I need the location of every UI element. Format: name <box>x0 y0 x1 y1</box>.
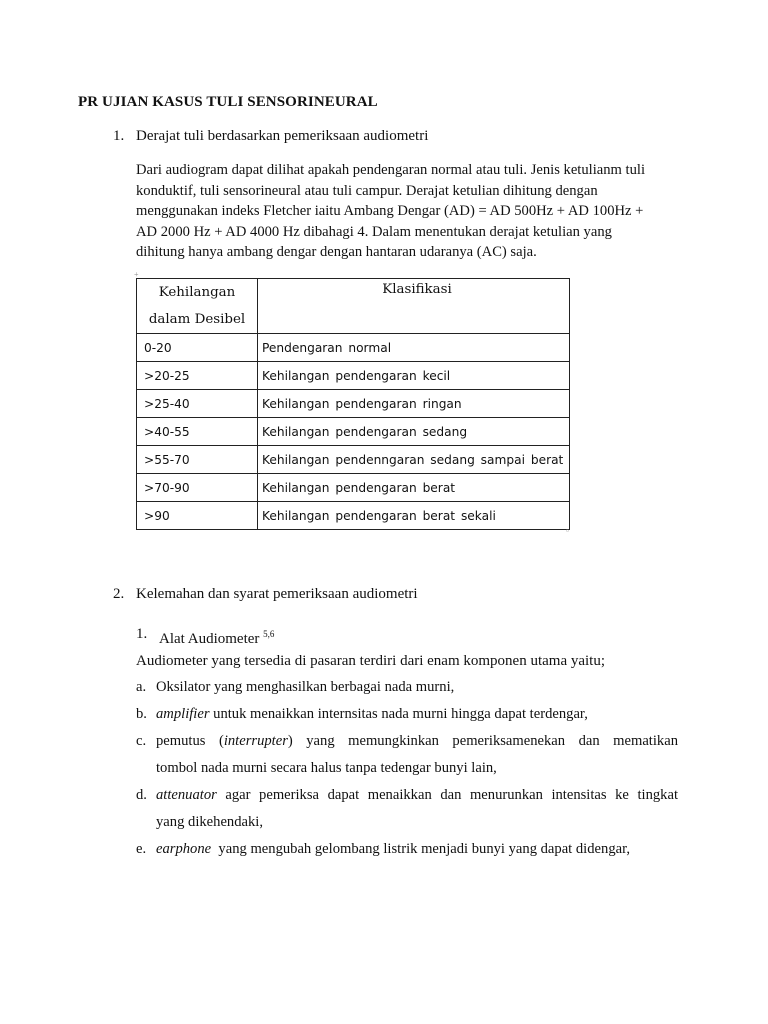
table-row <box>137 502 570 530</box>
paragraph-line: AD 2000 Hz + AD 4000 Hz dibahagi 4. Dalam menentukan derajat ketulian yang <box>136 223 612 240</box>
table-row <box>137 474 570 502</box>
item-e-text: yang mengubah gelombang listrik menjadi bunyi yang dapat didengar, <box>211 841 631 857</box>
subsection-title: Alat Audiometer <box>159 631 260 647</box>
range-cell: >20-25 <box>137 362 258 390</box>
citation-superscript: 5,6 <box>263 629 275 639</box>
item-b-line <box>156 706 588 723</box>
item-marker: e. <box>136 841 147 857</box>
class-cell: Kehilangan pendengaran kecil <box>258 362 570 390</box>
item-c-post: ) yang memungkinkan pemeriksamenekan dan mematikan <box>287 733 678 749</box>
range-cell: >55-70 <box>137 446 258 474</box>
header-loss-line2: dalam Desibel <box>148 312 246 327</box>
range-cell: >40-55 <box>137 418 258 446</box>
item-d-line <box>156 787 678 804</box>
item-c-line <box>156 733 678 750</box>
range-cell: >70-90 <box>137 474 258 502</box>
subsection-number: 1. <box>136 626 148 642</box>
class-cell: Kehilangan pendengaran berat sekali <box>258 502 570 530</box>
table-resize-mark: ▫ <box>566 526 569 535</box>
table-row <box>137 390 570 418</box>
item-marker: b. <box>136 706 147 722</box>
item-marker: d. <box>136 787 147 803</box>
header-loss-db <box>137 279 258 334</box>
table-header-row <box>137 279 570 334</box>
section1-paragraph <box>136 160 656 263</box>
item-c-line2: tombol nada murni secara halus tanpa tedengar bunyi lain, <box>156 760 497 776</box>
header-classification: Klasifikasi <box>258 279 570 334</box>
item-e-line <box>156 841 630 858</box>
table-row <box>137 362 570 390</box>
item-a-text: Oksilator yang menghasilkan berbagai nada murni, <box>156 679 455 695</box>
table-row <box>137 418 570 446</box>
class-cell: Kehilangan pendengaran sedang <box>258 418 570 446</box>
section1-number: 1. <box>113 128 125 144</box>
table-anchor-mark: + <box>134 270 139 279</box>
item-b-text: untuk menaikkan internsitas nada murni hingga dapat terdengar, <box>209 706 588 722</box>
section1-heading: Derajat tuli berdasarkan pemeriksaan audiometri <box>136 128 429 144</box>
paragraph-line: Dari audiogram dapat dilihat apakah pendengaran normal atau tuli. Jenis ketulianm tuli <box>136 162 645 178</box>
range-cell: 0-20 <box>137 334 258 362</box>
class-cell: Pendengaran normal <box>258 334 570 362</box>
class-cell: Kehilangan pendenngaran sedang sampai berat <box>258 446 570 474</box>
class-cell: Kehilangan pendengaran berat <box>258 474 570 502</box>
item-d-line2: yang dikehendaki, <box>156 814 263 830</box>
item-marker: c. <box>136 733 147 749</box>
paragraph-line: menggunakan indeks Fletcher iaitu Ambang Dengar (AD) = AD 500Hz + AD 100Hz + <box>136 203 644 220</box>
term-interrupter: interrupter <box>223 733 288 749</box>
paragraph-line: dihitung hanya ambang dengar dengan hantaran udaranya (AC) saja. <box>136 244 537 261</box>
item-d-text: agar pemeriksa dapat menaikkan dan menurunkan intensitas ke tingkat <box>216 787 678 803</box>
paragraph-line: konduktif, tuli sensorineural atau tuli campur. Derajat ketulian dihitung dengan <box>136 182 598 199</box>
range-cell: >90 <box>137 502 258 530</box>
components-intro: Audiometer yang tersedia di pasaran terdiri dari enam komponen utama yaitu; <box>136 653 606 669</box>
classification-table <box>136 278 570 530</box>
term-amplifier: amplifier <box>156 706 210 722</box>
table-row <box>137 334 570 362</box>
section2-heading: Kelemahan dan syarat pemeriksaan audiometri <box>136 586 418 602</box>
document-title: PR UJIAN KASUS TULI SENSORINEURAL <box>78 94 378 110</box>
item-c-pre: pemutus ( <box>156 733 224 749</box>
subsection-heading <box>159 624 274 649</box>
header-loss-line1: Kehilangan <box>158 285 236 300</box>
table-row <box>137 446 570 474</box>
section2-number: 2. <box>113 586 125 602</box>
item-marker: a. <box>136 679 147 695</box>
class-cell: Kehilangan pendengaran ringan <box>258 390 570 418</box>
term-attenuator: attenuator <box>156 787 217 803</box>
range-cell: >25-40 <box>137 390 258 418</box>
term-earphone: earphone <box>156 841 212 857</box>
